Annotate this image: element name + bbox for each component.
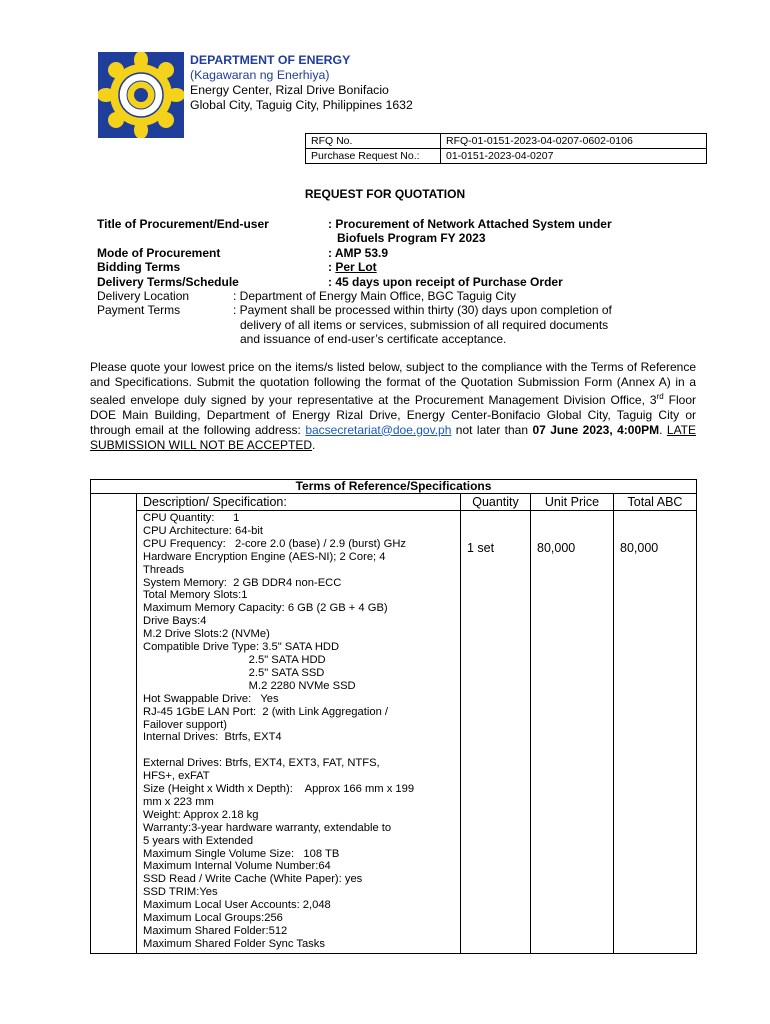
para-sup: rd xyxy=(656,391,664,401)
pr-row xyxy=(306,149,707,164)
document-title: REQUEST FOR QUOTATION xyxy=(304,187,466,201)
spec-line: Maximum Single Volume Size: 108 TB xyxy=(143,847,340,860)
col-price-header: Unit Price xyxy=(531,494,614,511)
doe-seal-logo xyxy=(98,52,184,138)
spec-line: Threads xyxy=(143,563,185,576)
spec-line: Maximum Memory Capacity: 6 GB (2 GB + 4 GB) xyxy=(143,602,388,615)
payment-row xyxy=(97,303,697,346)
delivery-row xyxy=(97,275,697,289)
rfq-label: RFQ No. xyxy=(306,134,441,149)
email-link[interactable]: bacsecretariat@doe.gov.ph xyxy=(305,422,452,437)
para-text-3: not later than xyxy=(451,422,533,437)
spec-line: mm x 223 mm xyxy=(143,795,214,808)
bidding-value: Per Lot xyxy=(335,260,377,275)
spec-line: M.2 2280 NVMe SSD xyxy=(143,679,356,692)
pr-value: 01-0151-2023-04-0207 xyxy=(441,149,707,164)
spec-list xyxy=(143,512,456,951)
pr-label: Purchase Request No.: xyxy=(306,149,441,164)
spec-line: Hot Swappable Drive: Yes xyxy=(143,692,279,705)
spec-line: CPU Architecture: 64-bit xyxy=(143,524,264,537)
title-value-2: Biofuels Program FY 2023 xyxy=(337,231,486,246)
spec-line: Maximum Local Groups:256 xyxy=(143,912,283,925)
rfq-value: RFQ-01-0151-2023-04-0207-0602-0106 xyxy=(441,134,707,149)
spec-line: 2.5" SATA SSD xyxy=(143,666,325,679)
payment-value-2: delivery of all items or services, submission of all required documents xyxy=(240,317,609,332)
spec-line: 5 years with Extended xyxy=(143,834,254,847)
spec-line: Warranty:3-year hardware warranty, extendable to xyxy=(143,821,392,834)
quantity-cell: 1 set xyxy=(461,511,531,954)
delivery-label: Delivery Terms/Schedule xyxy=(97,274,239,289)
department-tagalog: (Kagawaran ng Enerhiya) xyxy=(190,68,330,82)
col-desc-header: Description/ Specification: xyxy=(137,494,461,511)
bidding-value-wrap xyxy=(328,260,697,274)
terms-of-reference-table xyxy=(90,479,697,954)
spec-line: CPU Frequency: 2-core 2.0 (base) / 2.9 (burst) GHz xyxy=(143,537,406,550)
spec-line: RJ-45 1GbE LAN Port: 2 (with Link Aggregation / xyxy=(143,705,389,718)
spec-line: Failover support) xyxy=(143,718,227,731)
payment-value-3: and issuance of end-user’s certificate acceptance. xyxy=(240,332,507,347)
spec-line: Hardware Encryption Engine (AES-NI); 2 Core; 4 xyxy=(143,550,386,563)
spec-line xyxy=(143,744,456,757)
rfq-row xyxy=(306,134,707,149)
bidding-row xyxy=(97,260,697,274)
letterhead xyxy=(190,53,413,113)
para-text-2: Floor DOE Main Building, Department of Energy Rizal Drive, Energy Center-Bonifacio Global City, Taguig City or through email at the following address: xyxy=(90,392,696,437)
title-value-1: : Procurement of Network Attached System under xyxy=(328,217,612,231)
total-abc-cell: 80,000 xyxy=(614,511,697,954)
para-text-4: . xyxy=(659,422,667,437)
spec-line: Compatible Drive Type: 3.5" SATA HDD xyxy=(143,641,340,654)
rfq-number-table xyxy=(305,133,707,164)
spec-line: System Memory: 2 GB DDR4 non-ECC xyxy=(143,576,342,589)
spec-cell xyxy=(137,511,461,954)
tor-heading: Terms of Reference/Specifications xyxy=(91,480,697,494)
instructions-paragraph xyxy=(90,360,696,452)
para-text-5: . xyxy=(312,437,316,452)
spec-line: Weight: Approx 2.18 kg xyxy=(143,808,259,821)
bidding-colon: : xyxy=(328,260,336,275)
spec-line: CPU Quantity: 1 xyxy=(143,512,240,524)
spec-line: Maximum Local User Accounts: 2,048 xyxy=(143,899,331,912)
location-row xyxy=(97,289,697,303)
spec-line: Size (Height x Width x Depth): Approx 166 mm x 199 xyxy=(143,783,415,796)
spec-line: External Drives: Btrfs, EXT4, EXT3, FAT, NTFS, xyxy=(143,757,380,770)
department-name: DEPARTMENT OF ENERGY xyxy=(190,53,351,67)
spec-line: SSD TRIM:Yes xyxy=(143,886,218,899)
col-abc-header: Total ABC xyxy=(614,494,697,511)
spec-line: M.2 Drive Slots:2 (NVMe) xyxy=(143,628,270,641)
delivery-value: : 45 days upon receipt of Purchase Order xyxy=(328,274,563,289)
spec-line: HFS+, exFAT xyxy=(143,770,210,783)
title-row xyxy=(97,217,697,246)
col-qty-header: Quantity xyxy=(461,494,531,511)
deadline: 07 June 2023, 4:00PM xyxy=(532,422,660,437)
spec-line: Maximum Shared Folder:512 xyxy=(143,924,288,937)
spec-line: Maximum Shared Folder Sync Tasks xyxy=(143,937,325,950)
spec-line: Maximum Internal Volume Number:64 xyxy=(143,860,331,873)
location-label: Delivery Location xyxy=(97,289,190,304)
procurement-info xyxy=(97,217,697,347)
spec-line: Drive Bays:4 xyxy=(143,615,207,628)
location-value: : Department of Energy Main Office, BGC Taguig City xyxy=(233,289,517,304)
mode-row xyxy=(97,246,697,260)
mode-value: : AMP 53.9 xyxy=(328,245,389,260)
late-submission-notice: LATE SUBMISSION WILL NOT BE ACCEPTED xyxy=(90,422,697,452)
bidding-label: Bidding Terms xyxy=(97,260,181,275)
spec-line: 2.5" SATA HDD xyxy=(143,653,326,666)
address-line-1: Energy Center, Rizal Drive Bonifacio xyxy=(190,83,389,97)
address-line-2: Global City, Taguig City, Philippines 1632 xyxy=(190,98,413,112)
payment-value-1: : Payment shall be processed within thirty (30) days upon completion of xyxy=(233,303,612,318)
payment-label: Payment Terms xyxy=(97,303,181,318)
para-text-1: Please quote your lowest price on the items/s listed below, subject to the compliance with the Terms of Reference and Specifications. Submit the quotation following the format of the Quotation Submission Form (Annex A) in a sealed envelope duly signed by your representative at the Procurement Management Division Office, 3 xyxy=(90,360,696,407)
spec-line: SSD Read / Write Cache (White Paper): yes xyxy=(143,873,363,886)
title-label: Title of Procurement/End-user xyxy=(97,217,269,231)
unit-price-cell: 80,000 xyxy=(531,511,614,954)
spec-line: Internal Drives: Btrfs, EXT4 xyxy=(143,731,282,744)
mode-label: Mode of Procurement xyxy=(97,245,221,260)
spec-line: Total Memory Slots:1 xyxy=(143,589,248,602)
tor-blank-col xyxy=(91,494,137,954)
